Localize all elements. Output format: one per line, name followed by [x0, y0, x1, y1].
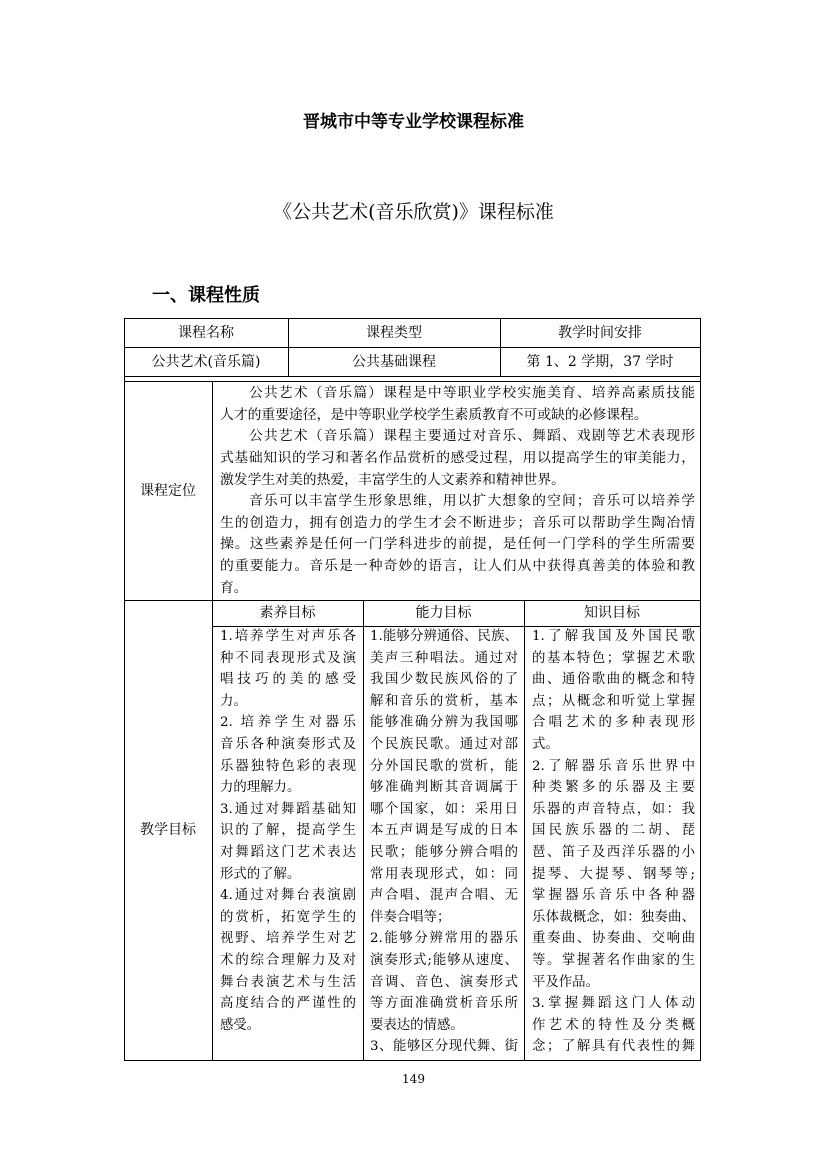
course-name-value: 公共艺术(音乐篇): [151, 353, 261, 370]
objective-line: 舞台表演艺术与生活: [220, 974, 356, 990]
objective-line: 要表达的情感。: [370, 1017, 464, 1033]
objective-line: 伴奏合唱等；: [370, 909, 451, 925]
table-border-right: [700, 318, 701, 1061]
paragraph-line: 人才的重要途径，是中等职业学校学生素质教育不可或缺的必修课程。: [220, 406, 648, 423]
objective-line: 念；了解具有代表性的舞: [532, 1039, 695, 1055]
paragraph-line: 生的创造力，拥有创造力的学生才会不断进步；音乐可以帮助学生陶冶情: [220, 514, 695, 531]
section-heading: 一、课程性质: [152, 285, 260, 306]
objective-line: 1.培养学生对声乐各: [220, 629, 356, 644]
objective-line: 3.通过对舞蹈基础知: [220, 801, 356, 817]
objective-line: 等方面准确赏析音乐所: [370, 996, 518, 1012]
objective-line: 4.通过对舞台表演剧: [220, 888, 356, 904]
objective-line: 力。: [220, 693, 247, 709]
ability-objectives-header: 能力目标: [415, 605, 472, 621]
positioning-text: [212, 381, 700, 600]
objective-line: 式。: [532, 736, 559, 752]
objective-line: 音调、音色、演奏形式: [370, 974, 518, 990]
objective-line: 够准确判断其音调属于: [370, 780, 518, 796]
objective-line: 合唱艺术的多种表现形: [532, 715, 695, 731]
objective-line: 3、能够区分现代舞、街: [370, 1039, 518, 1055]
objective-line: 乐器独特色彩的表现: [220, 758, 356, 774]
objective-line: 重奏曲、协奏曲、交响曲: [532, 931, 695, 947]
schedule-value: 第 1、2 学期，37 学时: [526, 353, 674, 370]
objective-line: 识的了解，提高学生: [220, 823, 356, 839]
objective-line: 常用表现形式，如：同: [370, 866, 518, 882]
header-course-type: 课程类型: [366, 324, 422, 341]
objective-line: 2.能够分辨常用的器乐: [370, 931, 518, 947]
header-course-name: 课程名称: [178, 324, 234, 341]
paragraph-line: 激发学生对美的热爱，丰富学生的人文素养和精神世界。: [220, 471, 565, 488]
paragraph-line: 公共艺术（音乐篇）课程主要通过对音乐、舞蹈、戏剧等艺术表现形: [249, 428, 695, 445]
objective-line: 解和音乐的赏析，基本: [370, 693, 518, 709]
objective-line: 的基本特色；掌握艺术歌: [532, 650, 695, 666]
header-schedule: 教学时间安排: [558, 324, 642, 341]
positioning-label: 课程定位: [140, 482, 196, 499]
objectives-label: 教学目标: [140, 822, 196, 838]
objective-line: 乐体裁概念，如：独奏曲、: [532, 909, 695, 925]
objective-line: 1.能够分辨通俗、民族、: [370, 629, 518, 644]
objective-line: 感受。: [220, 1017, 261, 1033]
objective-line: 本五声调是写成的日本: [370, 823, 518, 839]
ability-objectives-list: [363, 626, 524, 1060]
objective-line: 3.掌握舞蹈这门人体动: [532, 996, 695, 1012]
paragraph-line: 操。这些素养是任何一门学科进步的前提，是任何一门学科的学生所需要: [220, 536, 695, 553]
objective-line: 2. 培养学生对器乐: [220, 715, 356, 731]
objective-line: 能够准确分辨为我国哪: [370, 715, 518, 731]
paragraph-line: 的重要能力。音乐是一种奇妙的语言，让人们从中获得真善美的体验和教: [220, 558, 695, 575]
objective-line: 民歌；能够分辨合唱的: [370, 844, 518, 860]
objective-line: 视野、培养学生对艺: [220, 931, 356, 947]
objective-line: 对舞蹈这门艺术表达: [220, 844, 356, 860]
objective-line: 提琴、大提琴、钢琴等;: [532, 866, 695, 882]
course-type-value: 公共基础课程: [352, 353, 436, 370]
objective-line: 唱技巧的美的感受: [220, 672, 356, 688]
objective-line: 分外国民歌的赏析，能: [370, 758, 518, 774]
objective-line: 作艺术的特性及分类概: [532, 1017, 695, 1033]
literacy-objectives-list: [212, 626, 363, 1060]
knowledge-objectives-list: [524, 626, 700, 1060]
objective-line: 力的理解力。: [220, 780, 301, 796]
objective-line: 我国少数民族风俗的了: [370, 672, 518, 688]
table-border: [124, 376, 701, 377]
objective-line: 点；从概念和听觉上掌握: [532, 693, 695, 709]
objective-line: 种类繁多的乐器及主要: [532, 780, 695, 796]
objective-line: 琶、笛子及西洋乐器的小: [532, 844, 695, 860]
objective-line: 个民族民歌。通过对部: [370, 736, 518, 752]
objective-line: 平及作品。: [532, 974, 599, 990]
literacy-objectives-header: 素养目标: [259, 605, 316, 621]
objective-line: 哪个国家，如：采用日: [370, 801, 518, 817]
objective-line: 曲、通俗歌曲的概念和特: [532, 672, 695, 688]
page-number: 149: [402, 1072, 425, 1086]
paragraph-line: 音乐可以丰富学生形象思维，用以扩大想象的空间；音乐可以培养学: [249, 493, 695, 510]
paragraph-line: 育。: [220, 579, 248, 596]
objective-line: 高度结合的严谨性的: [220, 996, 356, 1012]
objective-line: 美声三种唱法。通过对: [370, 650, 518, 666]
knowledge-objectives-header: 知识目标: [584, 605, 640, 621]
objective-line: 1.了解我国及外国民歌: [532, 629, 695, 644]
objective-line: 形式的了解。: [220, 866, 301, 882]
objective-line: 音乐各种演奏形式及: [220, 736, 356, 752]
objective-line: 2.了解器乐音乐世界中: [532, 758, 695, 774]
objective-line: 的赏析，拓宽学生的: [220, 909, 356, 925]
objective-line: 演奏形式;能够从速度、: [370, 952, 518, 968]
course-standard-title: 《公共艺术(音乐欣赏)》课程标准: [273, 201, 554, 223]
document-title: 晋城市中等专业学校课程标准: [303, 112, 524, 132]
objective-line: 声合唱、混声合唱、无: [370, 888, 518, 904]
objective-line: 等。掌握著名作曲家的生: [532, 952, 695, 968]
objective-line: 乐器的声音特点，如：我: [532, 801, 695, 817]
objective-line: 国民族乐器的二胡、琵: [532, 823, 695, 839]
objective-line: 术的综合理解力及对: [220, 952, 356, 968]
paragraph-line: 公共艺术（音乐篇）课程是中等职业学校实施美育、培养高素质技能: [249, 385, 695, 401]
paragraph-line: 式基础知识的学习和著名作品赏析的感受过程，用以提高学生的审美能力，: [220, 449, 695, 466]
objective-line: 种不同表现形式及演: [220, 650, 356, 666]
table-border-bottom: [124, 1060, 701, 1061]
objective-line: 掌握器乐音乐中各种器: [532, 888, 695, 904]
